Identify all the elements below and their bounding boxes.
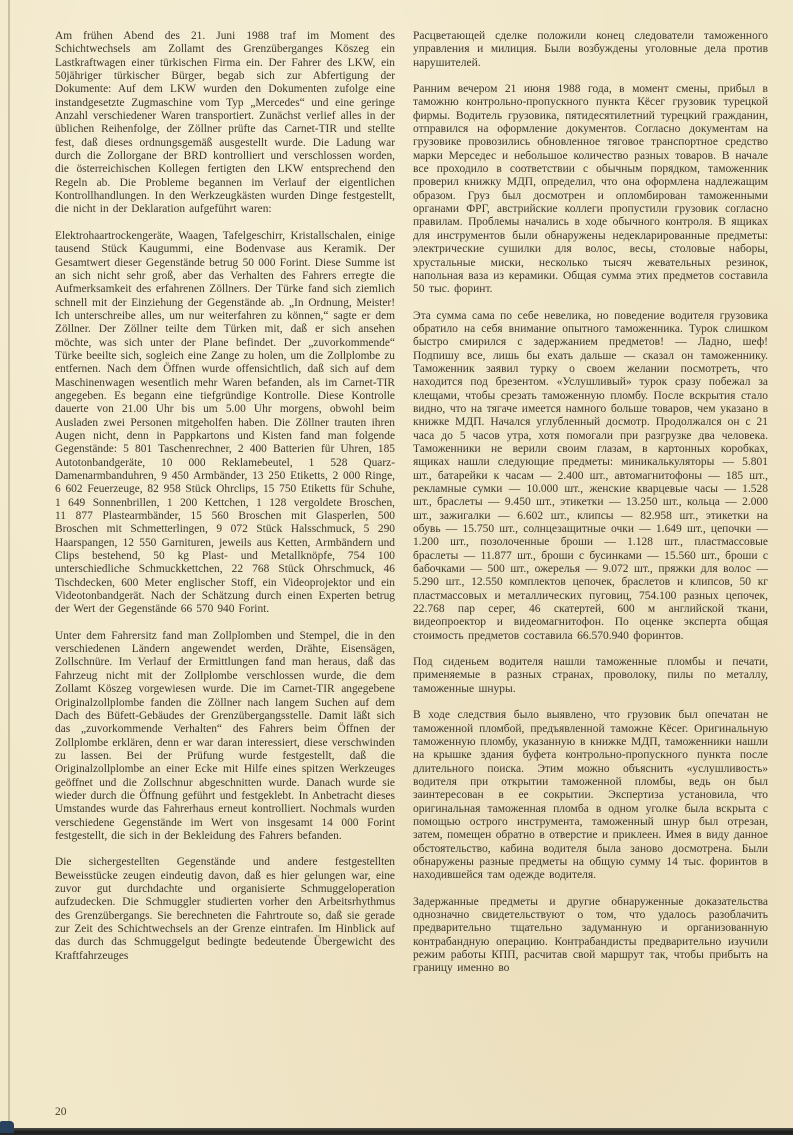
paragraph: Ранним вечером 21 июня 1988 года, в момент смены, прибыл в таможню контрольно-пропускного пункта Кёсег грузовик турецкой фирмы. Водитель грузовика, пятидесятилетний турецкий гражданин, отправился на оформление документов. Согласно документам на грузовике провозились обновленное тяговое транспортное средство марки Мерседес и небольшое количество разных товаров. В начале все проходило в соответствии с обычным порядком, таможенник проверил книжку МДП, определил, что она оформлена надлежащим образом. Груз был досмотрен и опломбирован таможенными органами ФРГ, австрийские коллеги пропустили грузовик согласно правилам. Проблемы начались в ходе обычного контроля. В ящиках для инструментов были обнаружены недекларированные предметы: электрические сушилки для волос, весы, столовые наборы, хрустальные миски, несколько тысяч жевательных резинок, напольная ваза из керамики. Общая сумма этих предметов составила 50 тыс. форинт. [413,83,768,296]
scan-corner-artifact [0,1121,14,1133]
russian-text-column [413,30,768,989]
paragraph: Расцветающей сделке положили конец следователи таможенного управления и милиция. Были возбуждены уголовные дела против нарушителей. [413,30,768,69]
scan-edge-bottom [0,1128,793,1135]
two-column-text-layout [55,30,768,989]
paragraph: Elektrohaartrockengeräte, Waagen, Tafelgeschirr, Kristallschalen, einige tausend Stück Kaugummi, eine Bodenvase aus Keramik. Der Gesamtwert dieser Gegenstände betrug 50 000 Forint. Diese Summe ist an sich nicht sehr groß, aber das Verhalten des Fahrers erregte die Aufmerksamkeit des erfahrenen Zöllners. Der Türke fand sich ziemlich schnell mit der Einziehung der Gegenstände ab. „In Ordnung, Meister! Ich unterschreibe alles, um nur weiterfahren zu können,“ sagte er dem Zöllner. Der Zöllner teilte dem Türken mit, daß er sich ansehen möchte, was sich unter der Plane befindet. Der „zuvorkommende“ Türke beeilte sich, sogleich eine Zange zu holen, um die Zollplombe zu entfernen. Nach dem Öffnen wurde offensichtlich, daß sich auf dem Maschinenwagen wesentlich mehr Waren befanden, als im Carnet-TIR angegeben. Es begann eine tiefgründige Kontrolle. Diese Kontrolle dauerte von 21.00 Uhr bis um 5.00 Uhr morgens, obwohl beim Ausladen zwei Personen mitgeholfen haben. Die Zöllner trauten ihren Augen nicht, denn in Pappkartons und Kisten fand man folgende Gegenstände: 5 801 Taschenrechner, 2 400 Batterien für Uhren, 185 Autotonbandgeräte, 10 000 Reklamebeutel, 1 528 Quarz-Damenarmbanduhren, 9 450 Armbänder, 13 250 Etiketts, 2 000 Ringe, 6 602 Feuerzeuge, 82 958 Stück Ohrclips, 15 750 Etiketts für Schuhe, 1 649 Sonnenbrillen, 1 200 Kettchen, 1 128 vergoldete Broschen, 11 877 Plastearmbänder, 15 560 Broschen mit Glasperlen, 500 Broschen mit Schmetterlingen, 9 072 Stück Halsschmuck, 5 290 Haarspangen, 12 550 Garnituren, jeweils aus Ketten, Armbändern und Clips bestehend, 50 kg Plast- und Metallknöpfe, 754 100 unterschiedliche Schmuckkettchen, 22 768 Stück Ohrschmuck, 46 Tischdecken, 600 Meter englischer Stoff, ein Videoprojektor und ein Videotonbandgerät. Nach der Schätzung durch einen Experten betrug der Wert der Gegenstände 66 570 940 Forint. [55,229,395,616]
page-number: 20 [55,1106,67,1118]
paragraph: Die sichergestellten Gegenstände und andere festgestellten Beweisstücke zeugen eindeutig davon, daß es hier gelungen war, eine zuvor gut durchdachte und organisierte Schmuggeloperation aufzudecken. Die Schmuggler studierten vorher den Arbeitsrhythmus des Grenzübergangs. Sie berechneten die Fahrtroute so, daß sie gerade zur Zeit des Schichtwechsels an der Grenze eintrafen. Im Hinblick auf das durch das Schmuggelgut bedingte bedeutende Übergewicht des Kraftfahrzeuges [55,856,395,962]
paragraph: В ходе следствия было выявлено, что грузовик был опечатан не таможенной пломбой, предъявленной таможне Кёсег. Оригинальную таможенную пломбу, указанную в книжке МДП, таможенники нашли на крышке здания буфета контрольно-пропускного пункта после длительного поиска. Этим можно объяснить «услушливость» водителя при открытии таможенной пломбы, ведь он был заинтересован в ее сокрытии. Экспертиза установила, что оригинальная таможенная пломба в одном уголке была вскрыта с помощью острого инструмента, таможенный шнур был отрезан, затем, помещен обратно в отверстие и приклеен. Имея в виду данное обстоятельство, кабина водителя была заново досмотрена. Были обнаружены разные предметы на общую сумму 14 тыс. форинтов в находившейся там одежде водителя. [413,709,768,882]
paragraph: Am frühen Abend des 21. Juni 1988 traf im Moment des Schichtwechsels am Zollamt des Grenzüberganges Köszeg ein Lastkraftwagen einer türkischen Firma ein. Der Fahrer des LKW, ein 50jähriger türkischer Bürger, begab sich zur Abfertigung der Dokumente: Auf dem LKW wurden den Dokumenten zufolge eine instandgesetzte Zugmaschine vom Typ „Mercedes“ und eine geringe Anzahl verschiedener Waren transportiert. Zunächst verlief alles in der üblichen Reihenfolge, der Zöllner prüfte das Carnet-TIR und stellte fest, daß dieses ordnungsgemäß ausgestellt wurde. Die Ladung war durch die Zollorgane der BRD kontrolliert und verschlossen worden, die österreichischen Kollegen fertigten den LKW entsprechend den Regeln ab. Die Probleme begannen im Verlauf der eigentlichen Kontrollhandlungen. In den Werkzeugkästen wurden Dinge festgestellt, die nicht in der Deklaration aufgeführt waren: [55,30,395,216]
paragraph: Под сиденьем водителя нашли таможенные пломбы и печати, применяемые в разных странах, проволоку, пилы по металлу, таможенные шнуры. [413,656,768,695]
paragraph: Задержанные предметы и другие обнаруженные доказательства однозначно свидетельствуют о том, что удалось разоблачить предварительно тщательно задуманную и организованную контрабандную операцию. Контрабандисты предварительно изучили режим работы КПП, расчитав свой маршрут так, чтобы прибыть на границу именно во [413,895,768,975]
paragraph: Unter dem Fahrersitz fand man Zollplomben und Stempel, die in den verschiedenen Ländern angewendet werden, Drähte, Eisensägen, Zollschnüre. Im Verlauf der Ermittlungen fand man heraus, daß das Fahrzeug nicht mit der Zollplombe verschlossen wurde, die dem Zollamt Köszeg vorgewiesen wurde. Die im Carnet-TIR angegebene Originalzollplombe fanden die Zöllner nach langem Suchen auf dem Dach des Büfett-Gebäudes der Grenzübergangsstelle. Damit läßt sich das „zuvorkommende Verhalten“ des Fahrers beim Öffnen der Zollplombe erklären, denn er war daran interessiert, diese verschwinden zu lassen. Bei der Prüfung wurde festgestellt, daß die Originalzollplombe an einer Ecke mit Hilfe eines spitzen Werkzeuges geöffnet und die Zollschnur abgeschnitten wurde. Danach wurde sie wieder durch die Öffnung geführt und festgeklebt. In Anbetracht dieses Umstandes wurde das Fahrerhaus erneut kontrolliert. Nochmals wurden verschiedene Gegenstände im Wert von insgesamt 14 000 Forint festgestellt, die sich in der Bekleidung des Fahrers befanden. [55,629,395,842]
paragraph: Эта сумма сама по себе невелика, но поведение водителя грузовика обратило на себя внимание опытного таможенника. Турок слишком быстро смирился с задержанием предметов! — Ладно, шеф! Подпишу все, лишь бы ехать дальше — сказал он таможеннику. Таможенник заявил турку о своем желании посмотреть, что находится под брезентом. «Услушливый» турок сразу побежал за клещами, чтобы срезать таможенную пломбу. После вскрытия стало видно, что на тягаче имеется намного больше товаров, чем указано в книжке МДП. Начался углубленный досмотр. Продолжался он с 21 часа до 5 часов утра, хотя помогали при разгрузке два человека. Таможенники не верили своим глазам, в картонных коробках, ящиках нашли следующие предметы: миникалькуляторы — 5.801 шт., батарейки к часам — 2.400 шт., автомагнитофоны — 185 шт., рекламные сумки — 10.000 шт., женские кварцевые часы — 1.528 шт., браслеты — 9.450 шт., этикетки — 13.250 шт., кольца — 2.000 шт., зажигалки — 6.602 шт., клипсы — 82.958 шт., этикетки на обувь — 15.750 шт., солнцезащитные очки — 1.649 шт., цепочки — 1.200 шт., позолоченные броши — 1.128 шт., пластмассовые браслеты — 11.877 шт., броши с бусинками — 15.560 шт., броши с бабочками — 500 шт., ожерелья — 9.072 шт., пряжки для волос — 5.290 шт., 12.550 комплектов цепочек, браслетов и клипсов, 50 кг пластмассовых и металлических пуговиц, 754.100 разных цепочек, 22.768 пар серег, 46 скатертей, 600 м английской ткани, видеопроектор и видеомагнитофон. По оценке эксперта общая стоимость предметов составила 66.570.940 форинтов. [413,309,768,642]
german-text-column [55,30,395,989]
scan-edge-left [8,0,10,1135]
